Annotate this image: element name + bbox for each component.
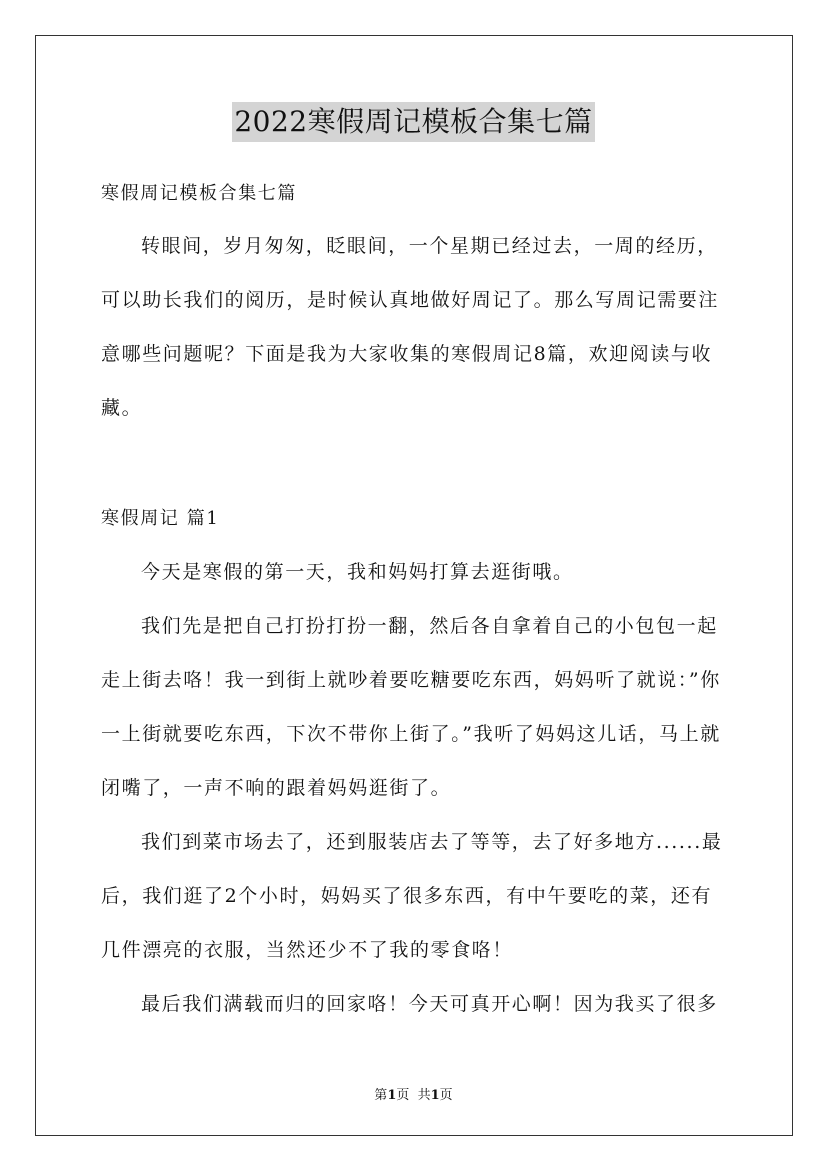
body-paragraph: 我们先是把自己打扮打扮一翻，然后各自拿着自己的小包包一起走上街去咯！我一到街上就吵着要吃糖要吃东西，妈妈听了就说：”你一上街就要吃东西，下次不带你上街了。”我听了妈妈这儿话，马上就闭嘴了，一声不响的跟着妈妈逛街了。 — [101, 615, 721, 799]
document-title: 2022寒假周记模板合集七篇 — [232, 102, 594, 142]
footer-page-prefix: 第 — [374, 1088, 388, 1103]
page-footer — [0, 1084, 827, 1103]
body-paragraph: 最后我们满载而归的回家咯！今天可真开心啊！因为我买了很多 — [141, 993, 718, 1015]
section-heading: 寒假周记 篇1 — [101, 508, 220, 529]
footer-page-total: 1 — [430, 1088, 440, 1103]
document-subtitle: 寒假周记模板合集七篇 — [101, 183, 297, 204]
body-paragraph: 今天是寒假的第一天，我和妈妈打算去逛街哦。 — [141, 561, 574, 583]
footer-page-suffix: 页 — [439, 1088, 453, 1103]
intro-paragraph: 转眼间，岁月匆匆，眨眼间，一个星期已经过去，一周的经历，可以助长我们的阅历，是时候认真地做好周记了。那么写周记需要注意哪些问题呢？下面是我为大家收集的寒假周记8篇，欢迎阅读与收藏。 — [101, 235, 720, 419]
body-paragraph: 我们到菜市场去了，还到服装店去了等等，去了好多地方......最后，我们逛了2个小时，妈妈买了很多东西，有中午要吃的菜，还有几件漂亮的衣服，当然还少不了我的零食咯！ — [101, 831, 723, 961]
title-container — [0, 102, 827, 142]
footer-page-middle: 页 共 — [396, 1088, 431, 1103]
footer-page-current: 1 — [387, 1088, 397, 1103]
